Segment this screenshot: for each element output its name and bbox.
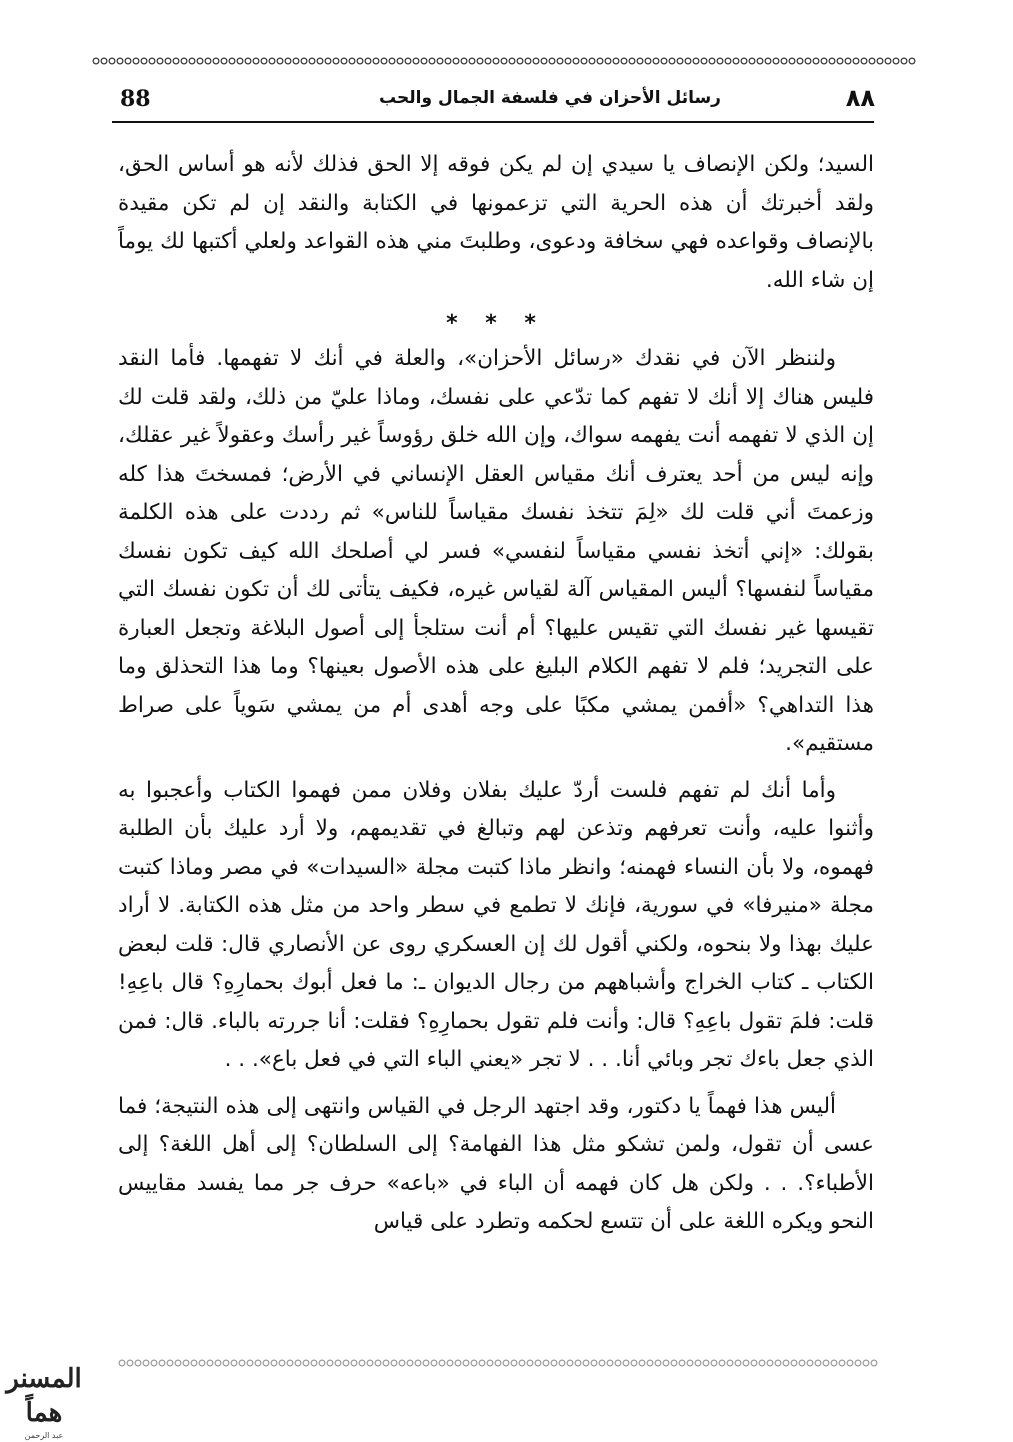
page-number-latin: 88 [120,86,151,112]
watermark-stamp [4,1362,84,1440]
bottom-ornamental-border [118,1358,878,1368]
stamp-subtitle: عبد الرحمن [24,1431,64,1440]
paragraph-1: السيد؛ ولكن الإنصاف يا سيدي إن لم يكن فوقه إلا الحق فذلك لأنه هو أساس الحق، ولقد أخبرتك أن هذه الحرية التي تزعمونها في الكتابة والنقد إن لم تكن مقيدة بالإنصاف وقواعده فهي سخافة ودعوى، وطلبتَ مني هذه القواعد ولعلي أكتبها لك يوماً إن شاء الله. [118,152,874,293]
page-body [118,146,874,1242]
header-rule [112,121,874,123]
running-title: رسائل الأحزان في فلسفة الجمال والحب [379,88,721,108]
page-number-arabic: ٨٨ [845,84,875,112]
stamp-title: المسنر هماً [6,1364,82,1428]
paragraph-2: ولننظر الآن في نقدك «رسائل الأحزان»، والعلة في أنك لا تفهمها. فأما النقد فليس هناك إلا أنك لا تفهم كما تدّعي على نفسك، وماذا عليّ من ذلك، ولقد قلت لك إن الذي لا تفهمه أنت يفهمه سواك، وإن الله خلق رؤوساً غير رأسك وعقولاً غير عقلك، وإنه ليس من أحد يعترف أنك مقياس العقل الإنساني في الأرض؛ فمسختَ هذا كله وزعمتَ أني قلت لك «لِمَ تتخذ نفسك مقياساً للناس» ثم رددت على هذه الكلمة بقولك: «إني أتخذ نفسي مقياساً لنفسي» فسر لي أصلحك الله كيف تكون نفسك مقياساً لنفسها؟ أليس المقياس آلة لقياس غيره، فكيف يتأتى لك أن تكون نفسك التي تقيسها غير نفسك التي تقيس عليها؟ أم أنت ستلجأ إلى أصول البلاغة وتجعل العبارة على التجريد؛ فلم لا تفهم الكلام البليغ على هذه الأصول بعينها؟ وما هذا التحذلق وما هذا التداهي؟ «أفمن يمشي مكبًا على وجه أهدى أم من يمشي سَوياً على صراط مستقيم». [118,346,874,756]
top-ornamental-border [92,56,916,66]
paragraph-4: أليس هذا فهماً يا دكتور، وقد اجتهد الرجل في القياس وانتهى إلى هذه النتيجة؛ فما عسى أن تقول، ولمن تشكو مثل هذا الفهامة؟ إلى السلطان؟ إلى أهل اللغة؟ إلى الأطباء؟. . . ولكن هل كان فهمه أن الباء في «باعه» حرف جر مما يفسد مقاييس النحو ويكره اللغة على أن تتسع لحكمه وتطرد على قياس [118,1093,874,1234]
section-separator: * * * [446,311,546,336]
paragraph-3: وأما أنك لم تفهم فلست أردّ عليك بفلان وفلان ممن فهموا الكتاب وأعجبوا به وأثنوا عليه، وأنت تعرفهم وتذعن لهم وتبالغ في تقديمهم، ولا أرد عليك بأن الطلبة فهموه، ولا بأن النساء فهمنه؛ وانظر ماذا كتبت مجلة «السيدات» في مصر وماذا كتبت مجلة «منيرفا» في سورية، فإنك لا تطمع في سطر واحد من مثل هذه الكتابة. لا أراد عليك بهذا ولا بنحوه، ولكني أقول لك إن العسكري روى عن الأنصاري قال: قلت لبعض الكتاب ـ كتاب الخراج وأشباههم من رجال الديوان ـ: ما فعل أبوك بحمارِهِ؟ قال باعِهِ! قلت: فلمَ تقول باعِهِ؟ قال: وأنت فلم تقول بحمارِهِ؟ فقلت: أنا جررته بالباء. قال: فمن الذي جعل باءك تجر وبائي أنا. . . لا تجر «يعني الباء التي في فعل باع». . . [118,777,874,1072]
page-header [120,84,875,118]
